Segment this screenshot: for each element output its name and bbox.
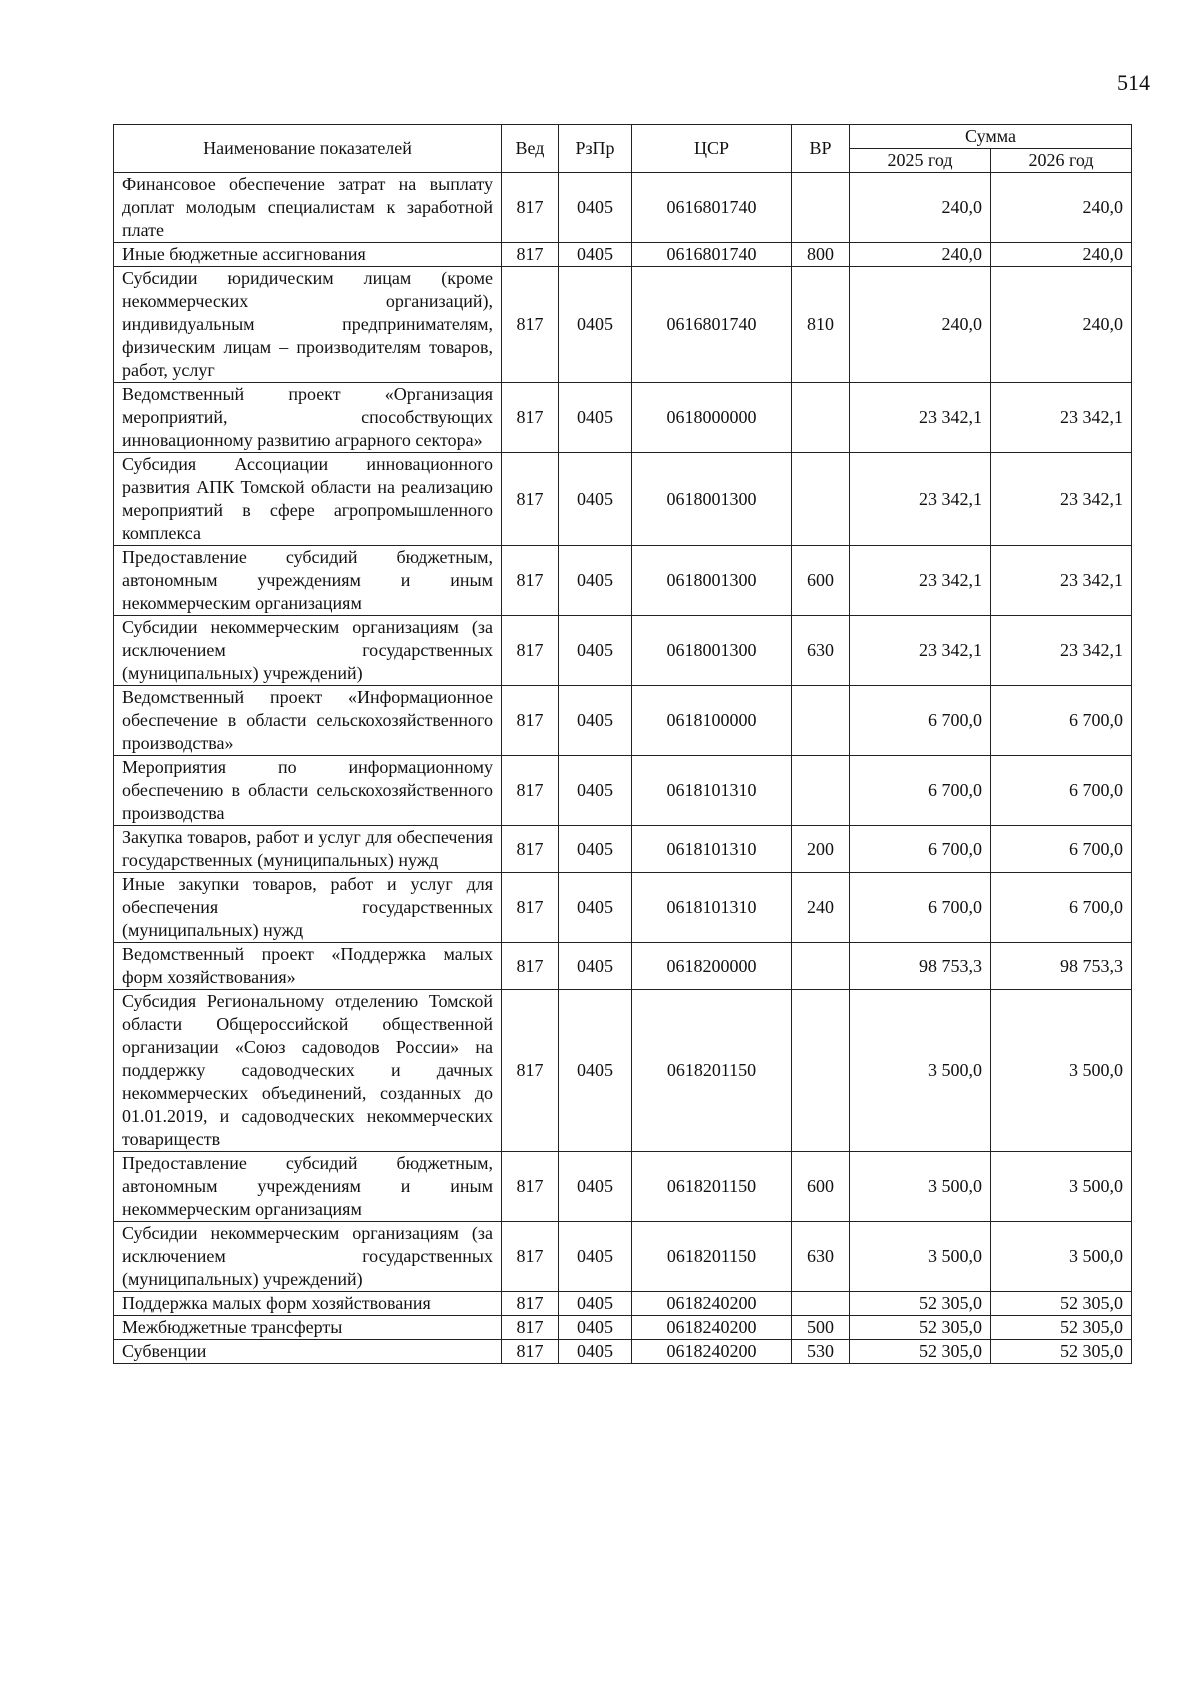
cell-vr: 600 bbox=[792, 1152, 850, 1222]
cell-ved: 817 bbox=[502, 383, 559, 453]
cell-sum-2026: 240,0 bbox=[991, 243, 1132, 267]
cell-ved: 817 bbox=[502, 616, 559, 686]
cell-csr: 0618101310 bbox=[632, 873, 792, 943]
cell-sum-2026: 3 500,0 bbox=[991, 1152, 1132, 1222]
cell-sum-2025: 6 700,0 bbox=[850, 686, 991, 756]
cell-ved: 817 bbox=[502, 873, 559, 943]
table-row bbox=[114, 1316, 1132, 1340]
table-row bbox=[114, 943, 1132, 990]
cell-name: Ведомственный проект «Информационное обеспечение в области сельскохозяйственного производства» bbox=[114, 686, 502, 756]
table-row bbox=[114, 873, 1132, 943]
cell-sum-2025: 52 305,0 bbox=[850, 1316, 991, 1340]
cell-sum-2026: 52 305,0 bbox=[991, 1316, 1132, 1340]
cell-ved: 817 bbox=[502, 1340, 559, 1364]
cell-name: Субсидии юридическим лицам (кроме некоммерческих организаций), индивидуальным предпринимателям, физическим лицам – производителям товаров, работ, услуг bbox=[114, 267, 502, 383]
header-csr: ЦСР bbox=[632, 125, 792, 173]
cell-ved: 817 bbox=[502, 826, 559, 873]
cell-sum-2026: 3 500,0 bbox=[991, 990, 1132, 1152]
cell-ved: 817 bbox=[502, 943, 559, 990]
cell-rzpr: 0405 bbox=[559, 826, 632, 873]
cell-name: Мероприятия по информационному обеспечению в области сельскохозяйственного производства bbox=[114, 756, 502, 826]
header-ved: Вед bbox=[502, 125, 559, 173]
cell-sum-2026: 6 700,0 bbox=[991, 873, 1132, 943]
cell-ved: 817 bbox=[502, 1152, 559, 1222]
cell-vr: 630 bbox=[792, 1222, 850, 1292]
cell-vr: 800 bbox=[792, 243, 850, 267]
header-year-2025: 2025 год bbox=[850, 149, 991, 173]
cell-ved: 817 bbox=[502, 990, 559, 1152]
cell-name: Предоставление субсидий бюджетным, автономным учреждениям и иным некоммерческим организациям bbox=[114, 546, 502, 616]
cell-sum-2025: 6 700,0 bbox=[850, 873, 991, 943]
cell-name: Иные бюджетные ассигнования bbox=[114, 243, 502, 267]
cell-rzpr: 0405 bbox=[559, 616, 632, 686]
cell-sum-2025: 3 500,0 bbox=[850, 1152, 991, 1222]
table-row bbox=[114, 616, 1132, 686]
cell-ved: 817 bbox=[502, 546, 559, 616]
cell-name: Субсидия Ассоциации инновационного развития АПК Томской области на реализацию мероприятий в сфере агропромышленного комплекса bbox=[114, 453, 502, 546]
cell-ved: 817 bbox=[502, 243, 559, 267]
cell-sum-2025: 98 753,3 bbox=[850, 943, 991, 990]
table-row bbox=[114, 826, 1132, 873]
cell-sum-2026: 23 342,1 bbox=[991, 546, 1132, 616]
cell-sum-2025: 23 342,1 bbox=[850, 383, 991, 453]
cell-name: Субсидии некоммерческим организациям (за исключением государственных (муниципальных) учреждений) bbox=[114, 1222, 502, 1292]
cell-ved: 817 bbox=[502, 1292, 559, 1316]
page-number: 514 bbox=[1117, 70, 1150, 95]
cell-rzpr: 0405 bbox=[559, 1292, 632, 1316]
cell-csr: 0616801740 bbox=[632, 173, 792, 243]
cell-vr bbox=[792, 383, 850, 453]
cell-sum-2025: 240,0 bbox=[850, 267, 991, 383]
cell-rzpr: 0405 bbox=[559, 943, 632, 990]
cell-sum-2025: 23 342,1 bbox=[850, 616, 991, 686]
cell-sum-2025: 6 700,0 bbox=[850, 826, 991, 873]
table-row bbox=[114, 1152, 1132, 1222]
cell-name: Финансовое обеспечение затрат на выплату доплат молодым специалистам к заработной плате bbox=[114, 173, 502, 243]
cell-csr: 0618001300 bbox=[632, 546, 792, 616]
cell-vr: 810 bbox=[792, 267, 850, 383]
cell-vr: 240 bbox=[792, 873, 850, 943]
cell-sum-2025: 6 700,0 bbox=[850, 756, 991, 826]
cell-rzpr: 0405 bbox=[559, 990, 632, 1152]
cell-rzpr: 0405 bbox=[559, 1222, 632, 1292]
cell-sum-2025: 52 305,0 bbox=[850, 1340, 991, 1364]
cell-name: Закупка товаров, работ и услуг для обеспечения государственных (муниципальных) нужд bbox=[114, 826, 502, 873]
cell-sum-2026: 98 753,3 bbox=[991, 943, 1132, 990]
header-vr: ВР bbox=[792, 125, 850, 173]
cell-sum-2026: 6 700,0 bbox=[991, 686, 1132, 756]
cell-name: Субсидия Региональному отделению Томской области Общероссийской общественной организации «Союз садоводов России» на поддержку садоводческих и дачных некоммерческих объединений, созданных до 01.01.2019, и садоводческих некоммерческих товариществ bbox=[114, 990, 502, 1152]
cell-vr bbox=[792, 1292, 850, 1316]
cell-csr: 0618000000 bbox=[632, 383, 792, 453]
table-row bbox=[114, 1222, 1132, 1292]
header-year-2026: 2026 год bbox=[991, 149, 1132, 173]
cell-csr: 0616801740 bbox=[632, 243, 792, 267]
table-row bbox=[114, 546, 1132, 616]
budget-table bbox=[113, 124, 1132, 1364]
cell-rzpr: 0405 bbox=[559, 873, 632, 943]
cell-vr: 630 bbox=[792, 616, 850, 686]
cell-rzpr: 0405 bbox=[559, 686, 632, 756]
cell-csr: 0618200000 bbox=[632, 943, 792, 990]
cell-sum-2026: 52 305,0 bbox=[991, 1340, 1132, 1364]
header-name: Наименование показателей bbox=[114, 125, 502, 173]
cell-csr: 0616801740 bbox=[632, 267, 792, 383]
cell-rzpr: 0405 bbox=[559, 243, 632, 267]
table-row bbox=[114, 243, 1132, 267]
cell-name: Субсидии некоммерческим организациям (за исключением государственных (муниципальных) учреждений) bbox=[114, 616, 502, 686]
cell-rzpr: 0405 bbox=[559, 1152, 632, 1222]
cell-csr: 0618001300 bbox=[632, 616, 792, 686]
cell-sum-2025: 23 342,1 bbox=[850, 453, 991, 546]
cell-sum-2025: 23 342,1 bbox=[850, 546, 991, 616]
cell-vr bbox=[792, 686, 850, 756]
cell-vr bbox=[792, 453, 850, 546]
cell-sum-2025: 3 500,0 bbox=[850, 1222, 991, 1292]
cell-sum-2026: 6 700,0 bbox=[991, 826, 1132, 873]
cell-ved: 817 bbox=[502, 453, 559, 546]
cell-csr: 0618201150 bbox=[632, 1222, 792, 1292]
table-row bbox=[114, 173, 1132, 243]
cell-csr: 0618201150 bbox=[632, 990, 792, 1152]
cell-vr: 200 bbox=[792, 826, 850, 873]
cell-rzpr: 0405 bbox=[559, 1316, 632, 1340]
cell-ved: 817 bbox=[502, 1316, 559, 1340]
cell-rzpr: 0405 bbox=[559, 1340, 632, 1364]
cell-rzpr: 0405 bbox=[559, 453, 632, 546]
cell-vr bbox=[792, 756, 850, 826]
cell-ved: 817 bbox=[502, 267, 559, 383]
table-row bbox=[114, 453, 1132, 546]
cell-sum-2026: 3 500,0 bbox=[991, 1222, 1132, 1292]
cell-ved: 817 bbox=[502, 1222, 559, 1292]
table-row bbox=[114, 267, 1132, 383]
cell-csr: 0618240200 bbox=[632, 1340, 792, 1364]
cell-ved: 817 bbox=[502, 756, 559, 826]
table-row bbox=[114, 1340, 1132, 1364]
cell-rzpr: 0405 bbox=[559, 756, 632, 826]
cell-ved: 817 bbox=[502, 686, 559, 756]
cell-vr: 600 bbox=[792, 546, 850, 616]
cell-sum-2026: 23 342,1 bbox=[991, 453, 1132, 546]
cell-rzpr: 0405 bbox=[559, 267, 632, 383]
table-row bbox=[114, 1292, 1132, 1316]
cell-sum-2025: 240,0 bbox=[850, 173, 991, 243]
cell-name: Ведомственный проект «Организация мероприятий, способствующих инновационному развитию аграрного сектора» bbox=[114, 383, 502, 453]
cell-csr: 0618101310 bbox=[632, 826, 792, 873]
cell-vr bbox=[792, 943, 850, 990]
cell-sum-2025: 240,0 bbox=[850, 243, 991, 267]
cell-rzpr: 0405 bbox=[559, 173, 632, 243]
cell-vr: 500 bbox=[792, 1316, 850, 1340]
table-row bbox=[114, 756, 1132, 826]
cell-sum-2026: 6 700,0 bbox=[991, 756, 1132, 826]
cell-csr: 0618001300 bbox=[632, 453, 792, 546]
cell-vr bbox=[792, 990, 850, 1152]
cell-vr: 530 bbox=[792, 1340, 850, 1364]
cell-sum-2026: 240,0 bbox=[991, 173, 1132, 243]
cell-sum-2026: 52 305,0 bbox=[991, 1292, 1132, 1316]
cell-sum-2026: 23 342,1 bbox=[991, 383, 1132, 453]
cell-name: Иные закупки товаров, работ и услуг для обеспечения государственных (муниципальных) нужд bbox=[114, 873, 502, 943]
cell-rzpr: 0405 bbox=[559, 383, 632, 453]
cell-csr: 0618101310 bbox=[632, 756, 792, 826]
cell-csr: 0618100000 bbox=[632, 686, 792, 756]
cell-sum-2025: 3 500,0 bbox=[850, 990, 991, 1152]
table-row bbox=[114, 990, 1132, 1152]
cell-sum-2025: 52 305,0 bbox=[850, 1292, 991, 1316]
cell-name: Предоставление субсидий бюджетным, автономным учреждениям и иным некоммерческим организациям bbox=[114, 1152, 502, 1222]
cell-csr: 0618201150 bbox=[632, 1152, 792, 1222]
cell-csr: 0618240200 bbox=[632, 1316, 792, 1340]
cell-name: Поддержка малых форм хозяйствования bbox=[114, 1292, 502, 1316]
cell-vr bbox=[792, 173, 850, 243]
cell-ved: 817 bbox=[502, 173, 559, 243]
header-rzpr: РзПр bbox=[559, 125, 632, 173]
cell-csr: 0618240200 bbox=[632, 1292, 792, 1316]
cell-sum-2026: 240,0 bbox=[991, 267, 1132, 383]
table-row bbox=[114, 686, 1132, 756]
table-row bbox=[114, 383, 1132, 453]
cell-name: Субвенции bbox=[114, 1340, 502, 1364]
cell-name: Ведомственный проект «Поддержка малых форм хозяйствования» bbox=[114, 943, 502, 990]
header-sum: Сумма bbox=[850, 125, 1132, 149]
cell-sum-2026: 23 342,1 bbox=[991, 616, 1132, 686]
cell-name: Межбюджетные трансферты bbox=[114, 1316, 502, 1340]
cell-rzpr: 0405 bbox=[559, 546, 632, 616]
